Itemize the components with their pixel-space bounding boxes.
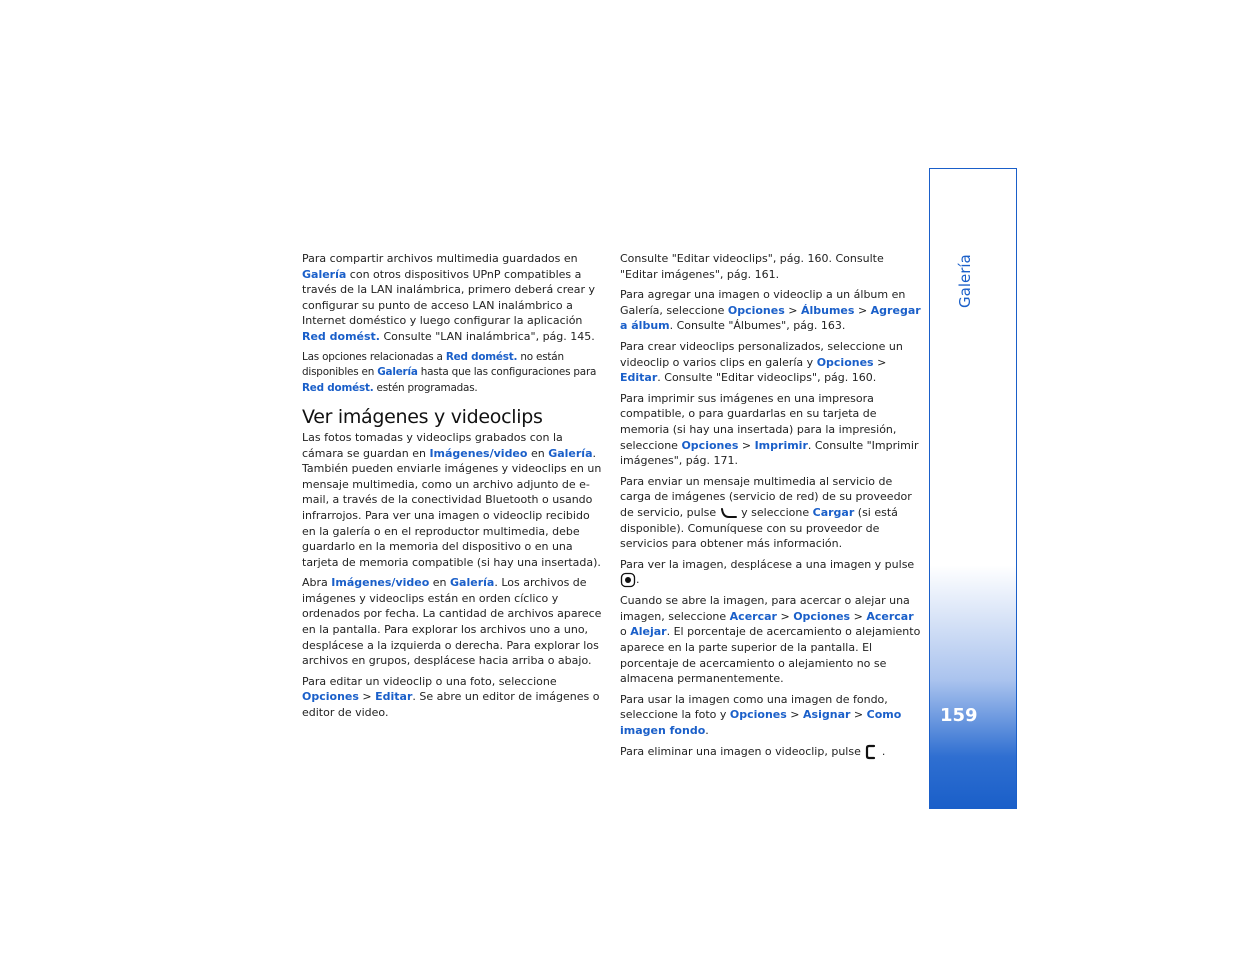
- paragraph: Las fotos tomadas y videoclips grabados con la cámara se guardan en Imágenes/video en Galería. También pueden enviarle imágenes y videoclips en un mensaje multimedia, como un archivo adjunto de e-mail, a través de la conectividad Bluetooth o usando infrarrojos. Para ver una imagen o videoclip recibido en la galería o en el reproductor multimedia, debe guardarlo en la memoria del dispositivo o en una tarjeta de memoria compatible (si hay una insertada).: [302, 430, 602, 569]
- menu-term: Red domést.: [445, 350, 518, 363]
- menu-term: Álbumes: [800, 303, 855, 317]
- menu-term: Opciones: [816, 355, 874, 369]
- paragraph: Para imprimir sus imágenes en una impresora compatible, o para guardarlas en su tarjeta de memoria (si hay una insertada) para la impresión, seleccione Opciones > Imprimir. Consulte "Imprimir imágenes", pág. 171.: [620, 391, 919, 468]
- menu-term: Asignar: [803, 708, 851, 722]
- section-heading: Ver imágenes y videoclips: [302, 406, 543, 429]
- menu-term: Galería: [302, 267, 347, 281]
- page-number: 159: [940, 705, 978, 726]
- menu-term: Acercar: [866, 609, 914, 623]
- menu-term: Opciones: [681, 438, 739, 452]
- paragraph: Para editar un videoclip o una foto, seleccione Opciones > Editar. Se abre un editor de imágenes o editor de video.: [302, 674, 600, 720]
- paragraph: Para enviar un mensaje multimedia al servicio de carga de imágenes (servicio de red) de su proveedor de servicio, pulse y seleccione Cargar (si está disponible). Comuníquese con su proveedor de servicios para obtener más información.: [620, 474, 912, 551]
- menu-term: Galería: [377, 366, 418, 379]
- send-key-icon: [720, 506, 738, 520]
- menu-term: Agregar a álbum: [620, 303, 921, 333]
- menu-term: Galería: [548, 446, 593, 460]
- menu-term: Opciones: [793, 609, 851, 623]
- paragraph: Para ver la imagen, desplácese a una imagen y pulse .: [620, 557, 915, 587]
- menu-term: Opciones: [302, 690, 359, 704]
- paragraph: Consulte "Editar videoclips", pág. 160. Consulte "Editar imágenes", pág. 161.: [620, 252, 884, 281]
- menu-term: Opciones: [729, 708, 787, 722]
- menu-term: Editar: [375, 690, 413, 704]
- select-key-icon: [620, 572, 636, 588]
- paragraph: Para compartir archivos multimedia guardados en Galería con otros dispositivos UPnP compatibles a través de la LAN inalámbrica, primero deberá crear y configurar su punto de acceso LAN inalámbrico a Internet doméstico y luego configurar la aplicación Red domést. Consulte "LAN inalámbrica", pág. 145.: [302, 252, 596, 343]
- menu-term: Como imagen fondo: [620, 708, 902, 738]
- paragraph: Para agregar una imagen o videoclip a un álbum en Galería, seleccione Opciones > Álbumes > Agregar a álbum. Consulte "Álbumes", pág. 163.: [620, 288, 921, 333]
- menu-term: Cargar: [812, 505, 855, 519]
- paragraph: Abra Imágenes/video en Galería. Los archivos de imágenes y videoclips están en orden cíclico y ordenados por fecha. La cantidad de archivos aparece en la pantalla. Para explorar los archivos uno a uno, desplácese a la izquierda o derecha. Para explorar los archivos en grupos, desplácese hacia arriba o abajo.: [302, 576, 602, 668]
- menu-term: Editar: [620, 371, 658, 385]
- menu-term: Imágenes/video: [331, 576, 430, 590]
- paragraph: Para usar la imagen como una imagen de fondo, seleccione la foto y Opciones > Asignar > Como imagen fondo.: [620, 692, 902, 738]
- clear-key-icon: [864, 744, 878, 760]
- menu-term: Opciones: [727, 303, 785, 317]
- left-column: [302, 251, 604, 726]
- paragraph: Para eliminar una imagen o videoclip, pulse .: [620, 744, 886, 758]
- menu-term: Imprimir: [754, 438, 808, 452]
- paragraph: Las opciones relacionadas a Red domést. no están disponibles en Galería hasta que las configuraciones para Red domést. estén programadas.: [302, 350, 597, 394]
- right-column: [620, 251, 922, 765]
- menu-term: Red domést.: [302, 381, 374, 394]
- menu-term: Imágenes/video: [429, 446, 528, 460]
- menu-term: Alejar: [630, 625, 667, 639]
- paragraph: Cuando se abre la imagen, para acercar o alejar una imagen, seleccione Acercar > Opciones > Acercar o Alejar. El porcentaje de acercamiento o alejamiento aparece en la parte superior de la pantalla. El porcentaje de acercamiento o alejamiento no se almacena permanentemente.: [620, 594, 921, 686]
- menu-term: Red domést.: [302, 329, 380, 343]
- menu-term: Galería: [450, 576, 495, 590]
- paragraph: Para crear videoclips personalizados, seleccione un videoclip o varios clips en galería y Opciones > Editar. Consulte "Editar videoclips", pág. 160.: [620, 339, 903, 385]
- chapter-title: Galería: [956, 254, 974, 308]
- menu-term: Acercar: [729, 609, 777, 623]
